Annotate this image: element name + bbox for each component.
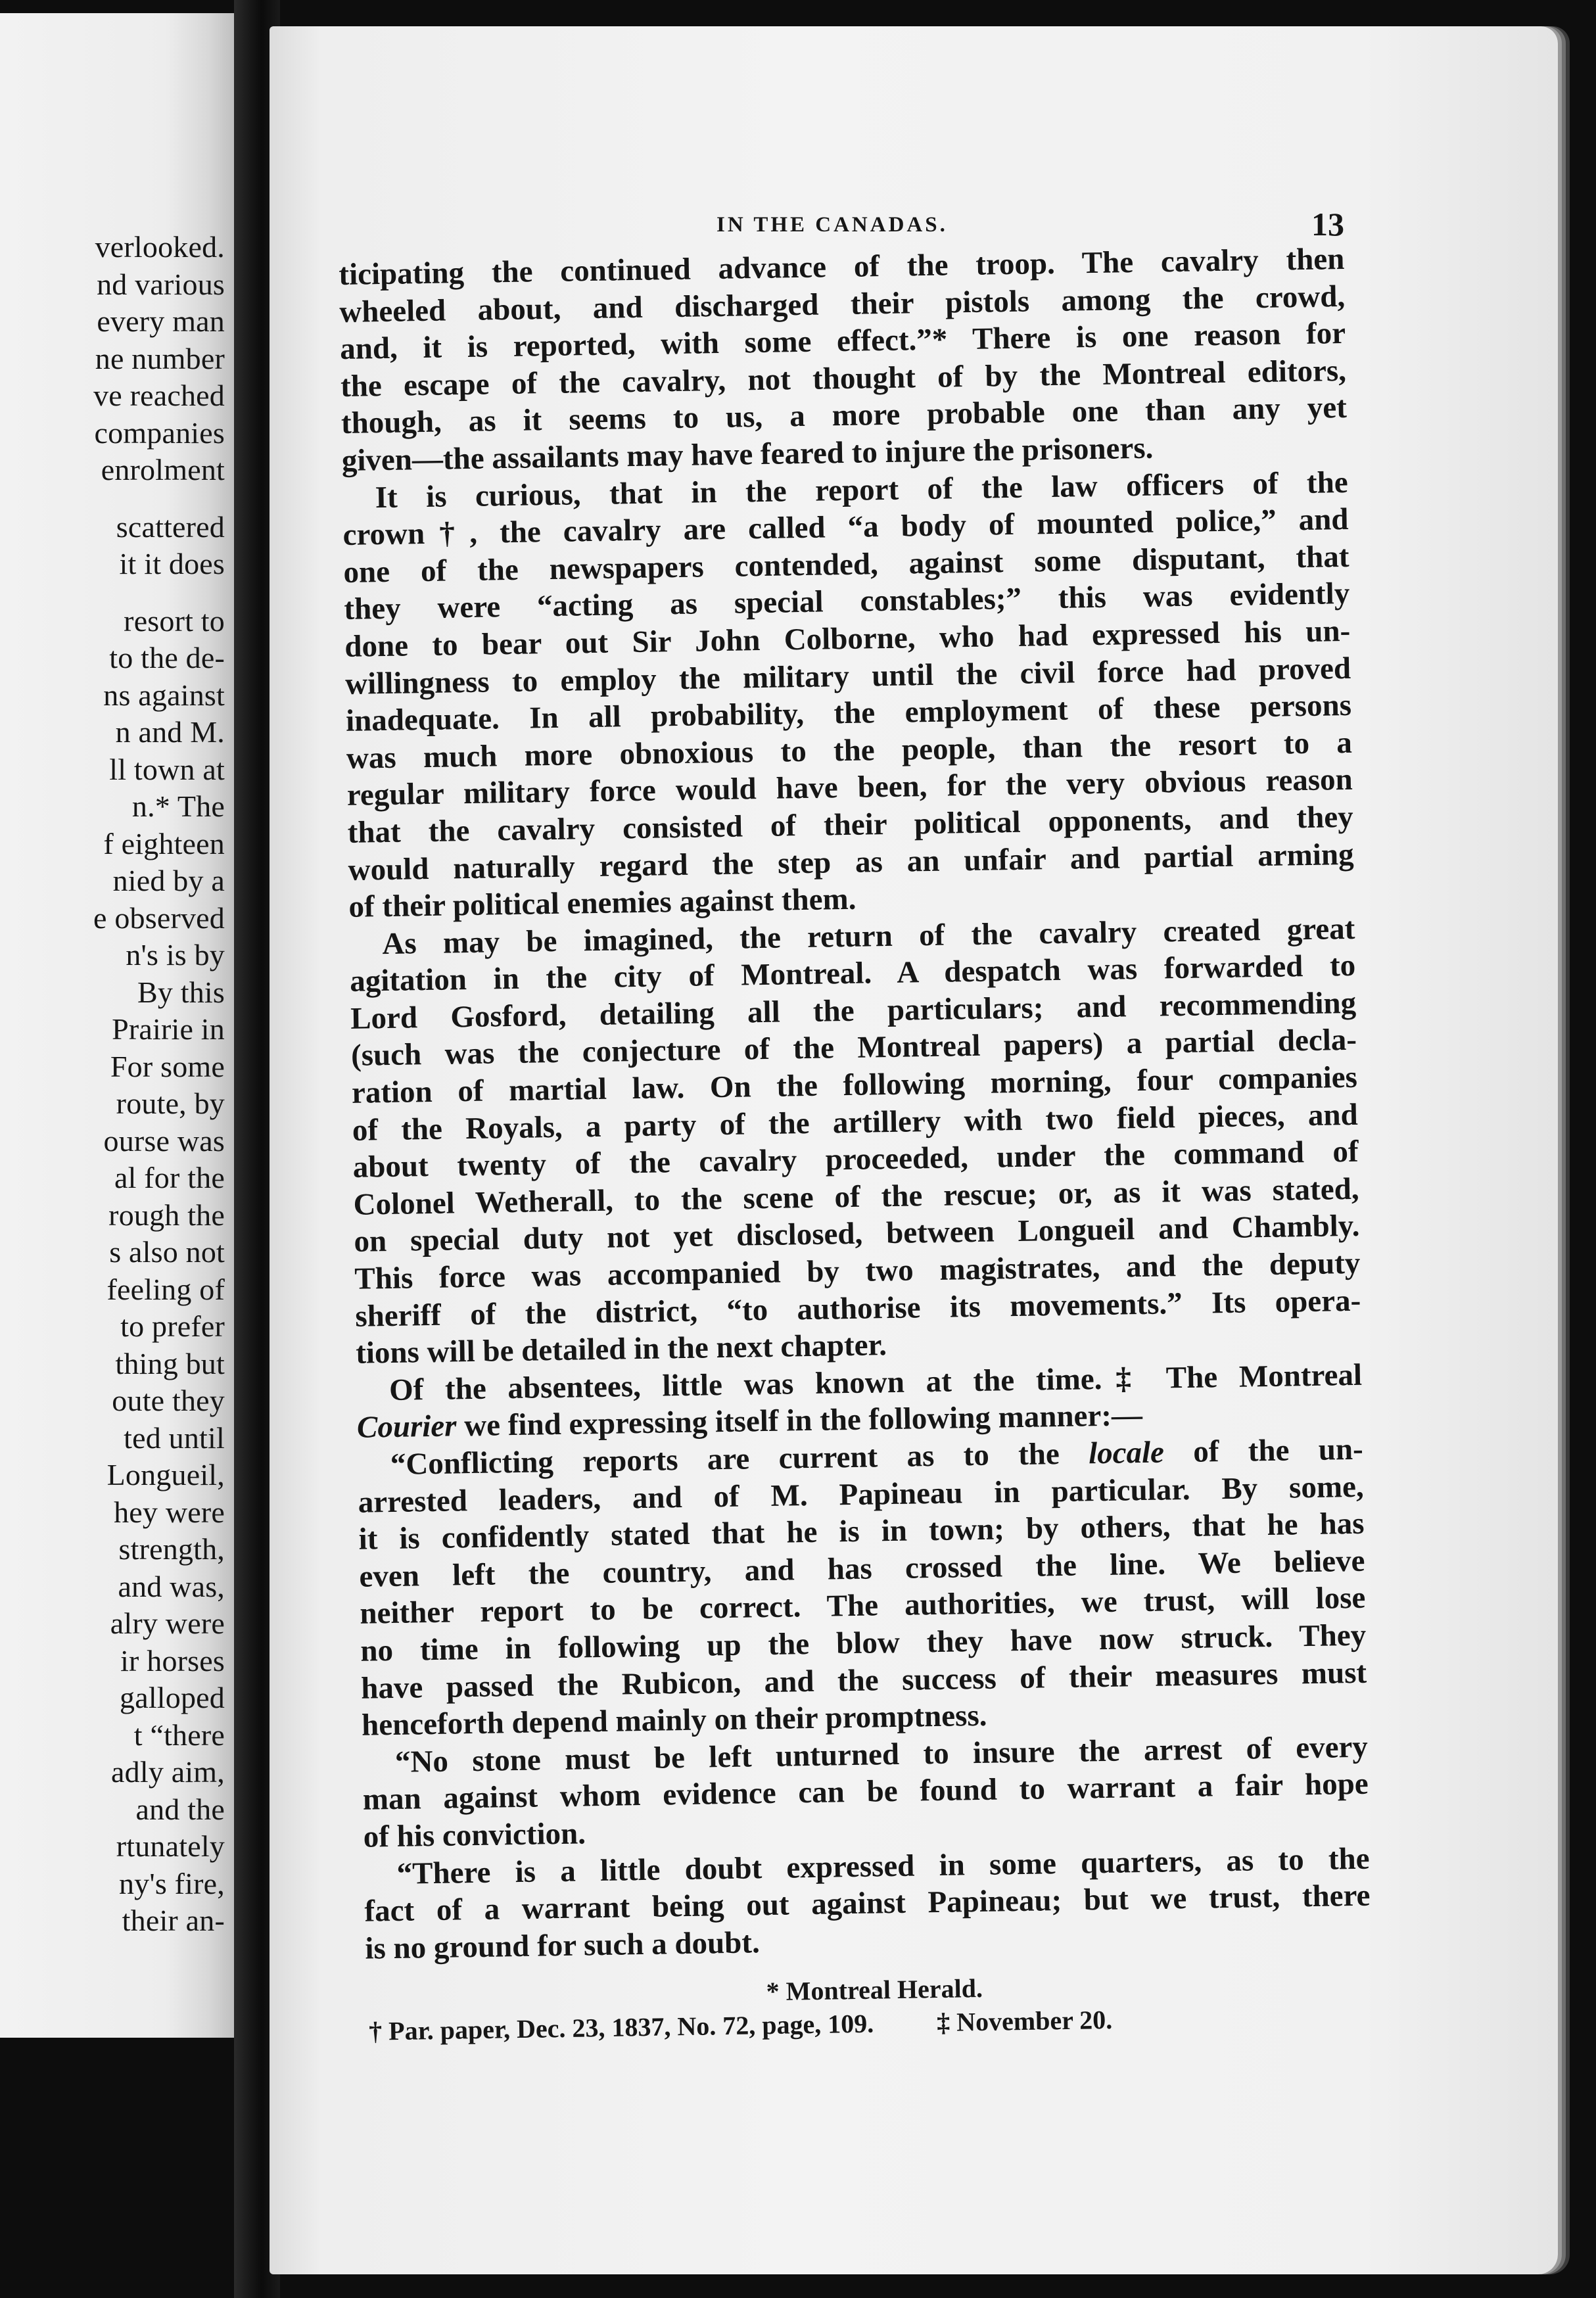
text-line: “There is a little doubt expressed in some quarters, as to the	[396, 1841, 1370, 1891]
facing-line: hey were	[114, 1495, 225, 1529]
facing-line: n.* The	[131, 789, 225, 823]
facing-line: resort to	[124, 603, 225, 638]
footnote-double-dagger: ‡ November 20.	[936, 2004, 1113, 2038]
facing-line: ll town at	[109, 752, 225, 786]
text-line: of their political enemies against them.	[348, 881, 857, 924]
facing-line: ns against	[103, 678, 225, 712]
facing-line: and the	[135, 1792, 225, 1826]
text-line: was much more obnoxious to the people, than the resort to a	[346, 725, 1353, 776]
text-line: one of the newspapers contended, against some disputant, that	[343, 539, 1350, 590]
facing-line: oute they	[112, 1384, 225, 1417]
facing-line: s also not	[109, 1235, 225, 1269]
text-line: It is curious, that in the report of the law officers of the	[375, 465, 1348, 515]
text-line: would naturally regard the step as an unfair and partial arming	[348, 837, 1354, 887]
text-line: “Conflicting reports are current as to the locale of the un-	[390, 1432, 1364, 1482]
italic-word: Courier	[356, 1409, 457, 1445]
text-line: tions will be detailed in the next chapter.	[355, 1328, 887, 1371]
facing-line: ve reached	[93, 379, 225, 412]
text-line: about twenty of the cavalry proceeded, under the command of	[352, 1135, 1359, 1185]
text-line: fact of a warrant being out against Papineau; but we trust, there	[364, 1878, 1371, 1929]
text-line: wheeled about, and discharged their pistols among the crowd,	[339, 279, 1346, 329]
facing-line: strength,	[118, 1532, 225, 1566]
footnote-star: * Montreal Herald.	[766, 1973, 983, 2007]
facing-line: their an-	[122, 1904, 225, 1937]
text-line: crown†, the cavalry are called “a body of mounted police,” and	[342, 502, 1349, 553]
text-line: it is confidently stated that he is in town; by others, that he has	[358, 1506, 1365, 1557]
facing-line: ourse was	[103, 1123, 225, 1158]
text-line: the escape of the cavalry, not thought of by the Montreal editors,	[340, 353, 1347, 404]
text-line: even left the country, and has crossed the line. We believe	[359, 1543, 1365, 1594]
facing-line: ted until	[124, 1420, 225, 1455]
facing-line: to the de-	[109, 641, 225, 674]
page-header	[270, 206, 1558, 248]
running-head: IN THE CANADAS.	[716, 213, 948, 237]
facing-line: enrolment	[101, 453, 225, 486]
text-line: of his conviction.	[363, 1816, 586, 1854]
facing-line: e observed	[93, 901, 225, 935]
facing-line: ne number	[95, 341, 225, 375]
facing-page	[0, 13, 237, 2038]
facing-line: thing but	[115, 1346, 225, 1380]
facing-line: companies	[94, 415, 225, 450]
facing-line: to prefer	[120, 1309, 225, 1343]
text-line: though, as it seems to us, a more probable one than any yet	[340, 390, 1348, 441]
text-line: As may be imagined, the return of the cavalry created great	[382, 911, 1355, 961]
facing-line: feeling of	[106, 1272, 225, 1306]
facing-line: al for the	[114, 1161, 225, 1194]
facing-line: verlooked.	[95, 230, 225, 264]
facing-line: scattered	[116, 509, 225, 544]
facing-line: route, by	[116, 1087, 225, 1120]
text-line: This force was accompanied by two magistrates, and the deputy	[354, 1246, 1361, 1296]
facing-page-text	[0, 229, 225, 1940]
text-line: have passed the Rubicon, and the success of their measures must	[360, 1655, 1367, 1706]
text-line: is no ground for such a doubt.	[365, 1925, 761, 1966]
facing-line: ir horses	[120, 1643, 225, 1677]
facing-line: For some	[110, 1049, 225, 1083]
text-line: of the Royals, a party of the artillery with two field pieces, and	[352, 1097, 1359, 1148]
facing-line: rtunately	[116, 1829, 225, 1863]
italic-word: locale	[1088, 1435, 1165, 1471]
text-line: ticipating the continued advance of the troop. The cavalry then	[339, 241, 1345, 292]
facing-line: rough the	[108, 1198, 225, 1232]
page-number: 13	[1311, 206, 1344, 243]
footnote-dagger: † Par. paper, Dec. 23, 1837, No. 72, page, 109.	[368, 2008, 874, 2046]
text-line: no time in following up the blow they have now struck. They	[360, 1618, 1367, 1668]
facing-line: Longueil,	[106, 1458, 225, 1491]
facing-line: n's is by	[126, 938, 225, 972]
facing-line: t “there	[133, 1718, 225, 1752]
text-line: Colonel Wetherall, to the scene of the rescue; or, as it was stated,	[353, 1171, 1359, 1222]
text-line: Lord Gosford, detailing all the particulars; and recommending	[350, 985, 1357, 1036]
facing-line: nied by a	[112, 864, 225, 897]
facing-line: ny's fire,	[118, 1866, 225, 1900]
text-line: henceforth depend mainly on their promptness.	[361, 1698, 987, 1743]
text-line: regular military force would have been, for the very obvious reason	[346, 762, 1353, 813]
text-line: and, it is reported, with some effect.”* There is one reason for	[339, 316, 1346, 367]
page-body	[339, 241, 1371, 1967]
facing-line: every man	[97, 304, 225, 338]
footnotes	[355, 1966, 1355, 2049]
text-line: inadequate. In all probability, the employment of these persons	[345, 688, 1352, 739]
text-line: sheriff of the district, “to authorise its movements.” Its opera-	[354, 1283, 1361, 1334]
text-line: Courier we find expressing itself in the following manner:—	[356, 1398, 1143, 1445]
facing-line: galloped	[120, 1681, 225, 1714]
facing-line: n and M.	[115, 715, 225, 749]
text-line: “No stone must be left unturned to insure the arrest of every	[394, 1729, 1369, 1779]
facing-line: By this	[137, 975, 225, 1009]
text-line: on special duty not yet disclosed, between Longueil and Chambly.	[354, 1209, 1360, 1259]
facing-line: adly aim,	[111, 1755, 225, 1789]
text-line: agitation in the city of Montreal. A despatch was forwarded to	[349, 949, 1356, 999]
text-line: done to bear out Sir John Colborne, who had expressed his un-	[344, 613, 1351, 664]
text-line: man against whom evidence can be found to warrant a fair hope	[362, 1767, 1369, 1817]
facing-line: alry were	[110, 1606, 225, 1640]
text-line: arrested leaders, and of M. Papineau in particular. By some,	[358, 1469, 1364, 1520]
text-line: given—the assailants may have feared to injure the prisoners.	[341, 431, 1154, 478]
text-line: that the cavalry consisted of their political opponents, and they	[347, 799, 1353, 850]
book-page	[270, 26, 1558, 2274]
facing-line: and was,	[118, 1569, 225, 1603]
facing-line: f eighteen	[103, 826, 225, 860]
text-line: (such was the conjecture of the Montreal papers) a partial decla-	[350, 1023, 1357, 1073]
text-line: willingness to employ the military until the civil force had proved	[344, 651, 1351, 701]
facing-line: it it does	[119, 547, 225, 580]
text-line: neither report to be correct. The authorities, we trust, will lose	[360, 1581, 1366, 1631]
facing-line: nd various	[97, 267, 225, 301]
facing-line: Prairie in	[112, 1012, 225, 1046]
text-line: ration of martial law. On the following morning, four companies	[351, 1060, 1358, 1110]
text-line: Of the absentees, little was known at the time.‡ The Montreal	[388, 1357, 1363, 1407]
text-line: they were “acting as special constables;” this was evidently	[344, 576, 1350, 627]
